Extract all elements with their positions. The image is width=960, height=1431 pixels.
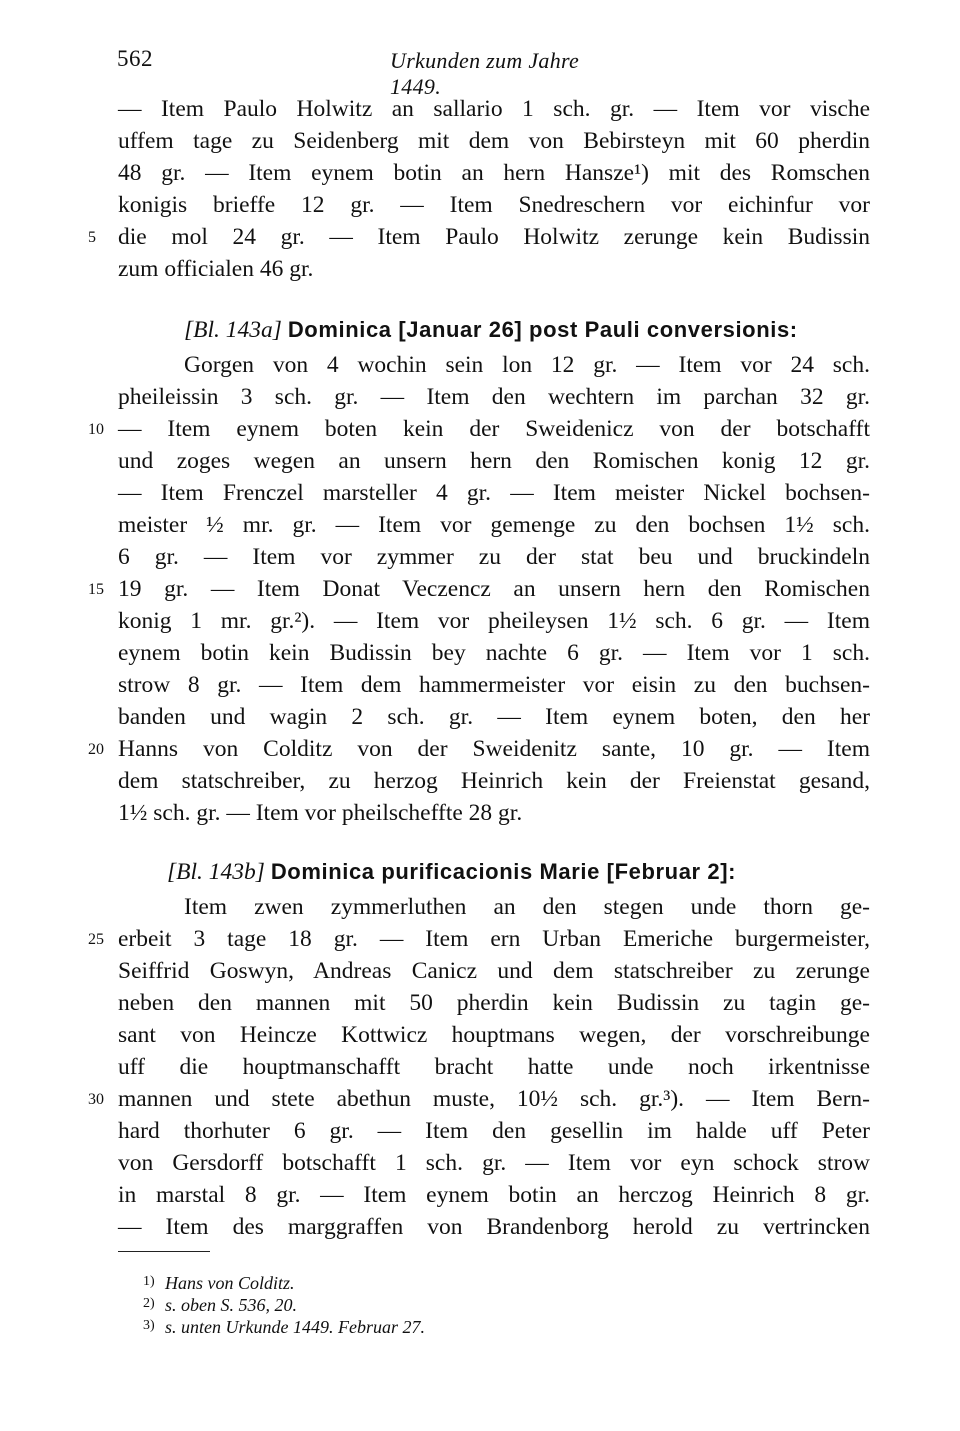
- heading-text: Dominica purificacionis Marie [Februar 2]:: [270, 859, 737, 884]
- section-heading: [167, 855, 919, 889]
- text-line: und zoges wegen an unsern hern den Romischen konig 12 gr.: [118, 448, 870, 474]
- text-line: sant von Heincze Kottwicz houptmans wegen, der vorschreibunge: [118, 1022, 870, 1048]
- line-number: 25: [88, 931, 104, 948]
- text-line: pheileissin 3 sch. gr. — Item den wechtern im parchan 32 gr.: [118, 384, 870, 410]
- text-line: zum officialen 46 gr.: [118, 256, 314, 282]
- text-line: konig 1 mr. gr.²). — Item vor pheileysen 1½ sch. 6 gr. — Item: [118, 608, 870, 634]
- line-number: 10: [88, 421, 104, 438]
- line-number: 15: [88, 581, 104, 598]
- footnote: [143, 1271, 295, 1293]
- folio-reference: [Bl. 143b]: [167, 859, 265, 885]
- line-number: 5: [88, 229, 96, 246]
- footnote-mark: 3): [143, 1318, 155, 1333]
- footnote: [143, 1293, 297, 1315]
- text-line: dem statschreiber, zu herzog Heinrich kein der Freienstat gesand,: [118, 768, 870, 794]
- footnote-text: s. oben S. 536, 20.: [165, 1295, 297, 1315]
- text-line: mannen und stete abethun muste, 10½ sch. gr.³). — Item Bern-: [118, 1086, 870, 1112]
- text-line: — Item Frenczel marsteller 4 gr. — Item meister Nickel bochsen-: [118, 480, 870, 506]
- text-line: — Item eynem boten kein der Sweidenicz von der botschafft: [118, 416, 870, 442]
- text-line: 19 gr. — Item Donat Veczencz an unsern hern den Romischen: [118, 576, 870, 602]
- text-line: meister ½ mr. gr. — Item vor gemenge zu den bochsen 1½ sch.: [118, 512, 870, 538]
- text-line: — Item des marggraffen von Brandenborg herold zu vertrincken: [118, 1214, 870, 1240]
- footnote-rule: [118, 1251, 210, 1252]
- text-line: die mol 24 gr. — Item Paulo Holwitz zerunge kein Budissin: [118, 224, 870, 250]
- text-line: eynem botin kein Budissin bey nachte 6 gr. — Item vor 1 sch.: [118, 640, 870, 666]
- text-line: erbeit 3 tage 18 gr. — Item ern Urban Emeriche burgermeister,: [118, 926, 870, 952]
- text-line: hard thorhuter 6 gr. — Item den gesellin im halde uff Peter: [118, 1118, 870, 1144]
- section-heading: [184, 313, 936, 347]
- footnote-text: s. unten Urkunde 1449. Februar 27.: [165, 1317, 425, 1337]
- text-line: uff die houptmanschafft bracht hatte unde noch irkentnisse: [118, 1054, 870, 1080]
- folio-reference: [Bl. 143a]: [184, 317, 282, 343]
- footnote: [143, 1315, 425, 1337]
- footnote-mark: 1): [143, 1274, 155, 1289]
- line-number: 20: [88, 741, 104, 758]
- page-number: 562: [117, 46, 153, 71]
- text-line: Item zwen zymmerluthen an den stegen unde thorn ge-: [184, 894, 870, 920]
- text-line: 6 gr. — Item vor zymmer zu der stat beu und bruckindeln: [118, 544, 870, 570]
- footnote-text: Hans von Colditz.: [165, 1273, 295, 1293]
- text-line: Hanns von Colditz von der Sweidenitz sante, 10 gr. — Item: [118, 736, 870, 762]
- line-number: 30: [88, 1091, 104, 1108]
- heading-text: Dominica [Januar 26] post Pauli conversionis:: [287, 317, 798, 342]
- text-line: neben den mannen mit 50 pherdin kein Budissin zu tagin ge-: [118, 990, 870, 1016]
- text-line: strow 8 gr. — Item dem hammermeister vor eisin zu den buchsen-: [118, 672, 870, 698]
- page-header: [0, 46, 960, 99]
- text-line: konigis brieffe 12 gr. — Item Snedreschern vor eichinfur vor: [118, 192, 870, 218]
- text-line: in marstal 8 gr. — Item eynem botin an herczog Heinrich 8 gr.: [118, 1182, 870, 1208]
- running-head: Urkunden zum Jahre 1449.: [390, 48, 580, 99]
- text-line: banden und wagin 2 sch. gr. — Item eynem boten, den her: [118, 704, 870, 730]
- text-line: Seiffrid Goswyn, Andreas Canicz und dem statschreiber zu zerunge: [118, 958, 870, 984]
- text-line: 48 gr. — Item eynem botin an hern Hansze¹) mit des Romschen: [118, 160, 870, 186]
- text-line: von Gersdorff botschafft 1 sch. gr. — Item vor eyn schock strow: [118, 1150, 870, 1176]
- text-line: Gorgen von 4 wochin sein lon 12 gr. — Item vor 24 sch.: [184, 352, 870, 378]
- footnote-mark: 2): [143, 1296, 155, 1311]
- text-line: — Item Paulo Holwitz an sallario 1 sch. gr. — Item vor vische: [118, 96, 870, 122]
- text-line: uffem tage zu Seidenberg mit dem von Bebirsteyn mit 60 pherdin: [118, 128, 870, 154]
- text-line: 1½ sch. gr. — Item vor pheilscheffte 28 gr.: [118, 800, 523, 826]
